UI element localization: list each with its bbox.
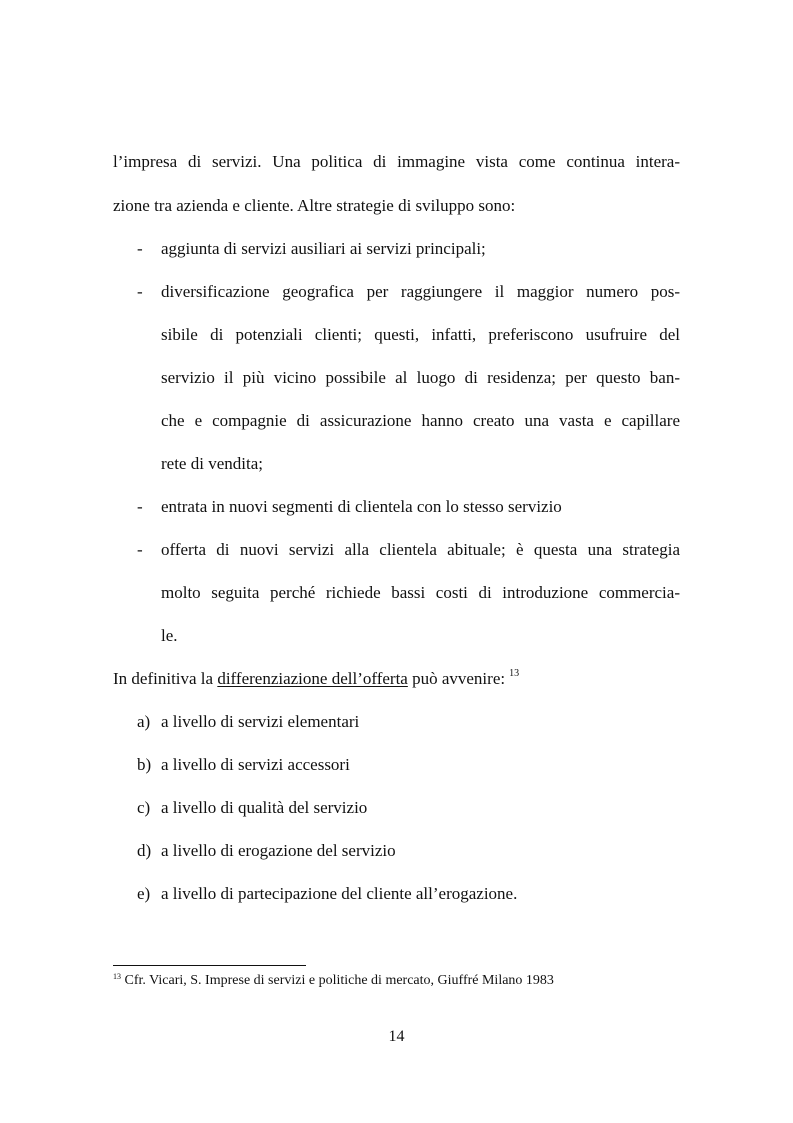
- bullet-dash: -: [137, 282, 143, 301]
- page-number: 14: [388, 1028, 405, 1045]
- bullet-line: rete di vendita;: [161, 454, 263, 473]
- bullet-line: le.: [161, 626, 178, 645]
- conclusion-suffix: può avvenire:: [412, 669, 506, 688]
- footnote-divider: [113, 965, 306, 966]
- conclusion-line: [113, 669, 519, 692]
- bullet-line: servizio il più vicino possibile al luogo di residenza; per questo ban-: [161, 368, 680, 387]
- list-marker: c): [137, 798, 151, 817]
- conclusion-prefix: In definitiva la: [113, 669, 214, 688]
- list-item-text: a livello di servizi elementari: [161, 712, 360, 731]
- list-item: [137, 798, 150, 818]
- bullet-dash: -: [137, 540, 143, 559]
- list-item: [137, 755, 151, 775]
- list-item: [137, 884, 150, 904]
- list-marker: d): [137, 841, 152, 860]
- footnote-reference: 13: [509, 668, 520, 679]
- bullet-line: molto seguita perché richiede bassi costi di introduzione commercia-: [161, 583, 680, 602]
- bullet-line: offerta di nuovi servizi alla clientela abituale; è questa una strategia: [161, 540, 680, 559]
- bullet-line: entrata in nuovi segmenti di clientela con lo stesso servizio: [161, 497, 562, 516]
- list-item-text: a livello di erogazione del servizio: [161, 841, 396, 860]
- bullet-line: aggiunta di servizi ausiliari ai servizi principali;: [161, 239, 486, 258]
- footnote: [113, 973, 554, 989]
- footnote-number: 13: [113, 972, 121, 981]
- paragraph-line: l’impresa di servizi. Una politica di immagine vista come continua intera-: [113, 152, 680, 171]
- list-item-text: a livello di qualità del servizio: [161, 798, 368, 817]
- list-item-text: a livello di servizi accessori: [161, 755, 350, 774]
- bullet-line: sibile di potenziali clienti; questi, infatti, preferiscono usufruire del: [161, 325, 680, 344]
- list-item: [137, 841, 151, 861]
- bullet-line: che e compagnie di assicurazione hanno creato una vasta e capillare: [161, 411, 680, 430]
- list-marker: a): [137, 712, 151, 731]
- list-marker: b): [137, 755, 152, 774]
- list-marker: e): [137, 884, 151, 903]
- footnote-text: Cfr. Vicari, S. Imprese di servizi e politiche di mercato, Giuffré Milano 1983: [124, 973, 554, 988]
- bullet-dash: -: [137, 497, 143, 516]
- bullet-line: diversificazione geografica per raggiungere il maggior numero pos-: [161, 282, 680, 301]
- bullet-dash: -: [137, 239, 143, 258]
- list-item: [137, 712, 150, 732]
- list-item-text: a livello di partecipazione del cliente all’erogazione.: [161, 884, 518, 903]
- underlined-term: differenziazione dell’offerta: [217, 669, 408, 688]
- paragraph-line: zione tra azienda e cliente. Altre strategie di sviluppo sono:: [113, 196, 516, 215]
